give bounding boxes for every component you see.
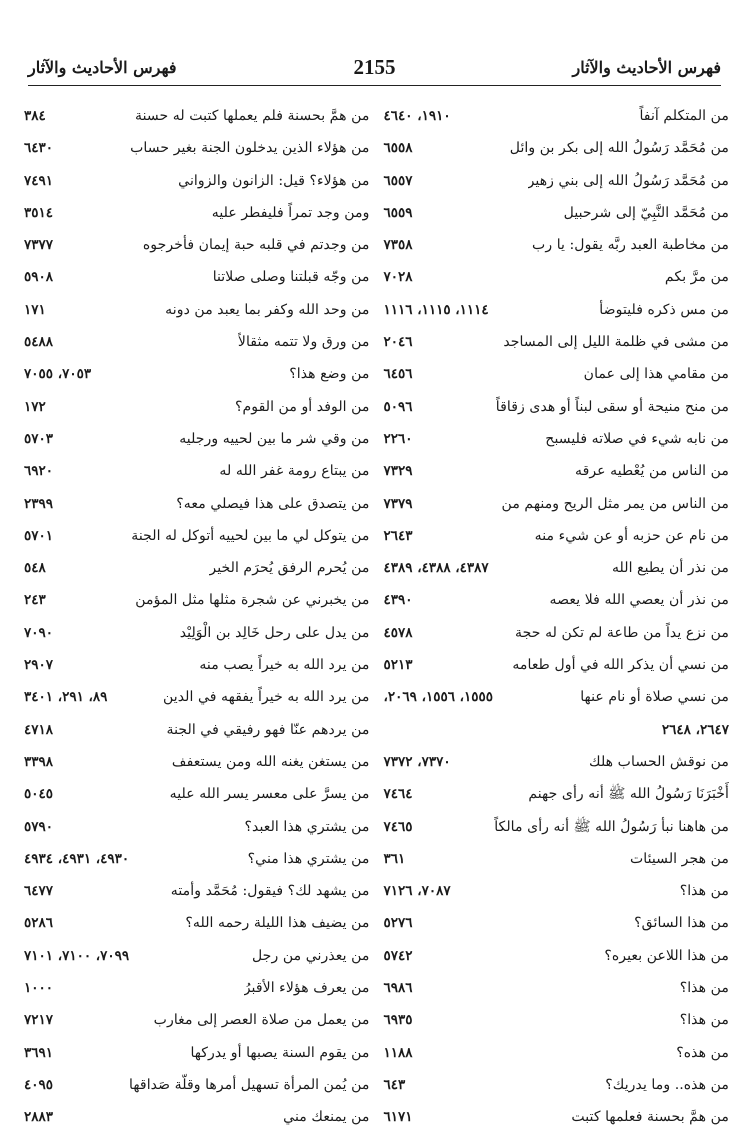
entry-text: من نسي أن يذكر الله في أول طعامه bbox=[512, 657, 729, 674]
entry-numbers: ١١٨٨ bbox=[383, 1044, 413, 1061]
entry-numbers: ٤٩٣٠، ٤٩٣١، ٤٩٣٤ bbox=[24, 850, 130, 867]
entry-text: من هذه.. وما يدريك؟ bbox=[605, 1076, 729, 1093]
entry-text: من نابه شيء في صلاته فليسبح bbox=[545, 430, 729, 447]
entry-numbers: ٦٩٣٥ bbox=[383, 1012, 413, 1029]
index-entry bbox=[380, 261, 730, 293]
index-entry bbox=[380, 843, 730, 875]
index-entry bbox=[20, 681, 370, 713]
entry-text: من يدل على رحل خَالِد بن الْوَلِيْد bbox=[179, 624, 370, 641]
entry-numbers: ٦٥٥٧ bbox=[383, 172, 413, 189]
index-entry bbox=[380, 617, 730, 649]
entry-numbers: ٥٢١٣ bbox=[383, 657, 413, 674]
entry-text: من وضع هذا؟ bbox=[289, 366, 370, 383]
entry-text: من يبتاع رومة غفر الله له bbox=[219, 463, 370, 480]
entry-text: من مُحَمَّد رَسُولُ الله إلى بني زهير bbox=[527, 172, 729, 189]
entry-numbers: ٢٣٩٩ bbox=[24, 495, 54, 512]
entry-text: من هؤلاء الذين يدخلون الجنة بغير حساب bbox=[130, 140, 370, 157]
entry-text: من هذا؟ bbox=[679, 980, 729, 997]
index-entry bbox=[20, 907, 370, 939]
entry-text: من مخاطبة العبد ربَّه يقول: يا رب bbox=[532, 237, 729, 254]
entry-numbers: ٤٣٩٠ bbox=[383, 592, 413, 609]
entry-text: من يرد الله به خيراً يفقهه في الدين bbox=[162, 689, 370, 706]
entry-text: من يعمل من صلاة العصر إلى مغارب bbox=[153, 1012, 370, 1029]
index-entry bbox=[380, 197, 730, 229]
index-entry bbox=[380, 455, 730, 487]
entry-numbers: ٣٦١ bbox=[383, 850, 406, 867]
entry-text: من المتكلم آنفاً bbox=[639, 108, 729, 124]
page-header bbox=[28, 50, 721, 84]
index-entry bbox=[380, 423, 730, 455]
index-entry bbox=[20, 197, 370, 229]
index-entry bbox=[380, 746, 730, 778]
entry-numbers: ١١١٤، ١١١٥، ١١١٦ bbox=[383, 301, 489, 318]
entry-numbers: ٦٩٢٠ bbox=[24, 463, 54, 480]
entry-numbers: ١٧٢ bbox=[24, 398, 46, 415]
entry-numbers: ٧٣٢٩ bbox=[383, 463, 413, 480]
entry-numbers: ٢٦٤٣ bbox=[383, 527, 413, 544]
entry-text: من همَّ بحسنة فلم يعملها كتبت له حسنة bbox=[134, 108, 370, 124]
index-columns bbox=[20, 100, 729, 1134]
entry-numbers: ٥٧٩٠ bbox=[24, 818, 54, 835]
entry-text: أَخْبَرَنَا رَسُولُ الله ﷺ أنه رأى جهنم bbox=[528, 786, 729, 803]
entry-numbers: ٧٠٥٣، ٧٠٥٥ bbox=[24, 366, 92, 383]
index-entry bbox=[380, 875, 730, 907]
entry-numbers: ١٧١ bbox=[24, 301, 46, 318]
entry-numbers: ٧٣٧٧ bbox=[24, 237, 54, 254]
entry-text: من الناس من يُعْطيه عرقه bbox=[574, 463, 729, 480]
header-rule bbox=[28, 85, 721, 86]
entry-numbers: ٥٠٩٦ bbox=[383, 398, 413, 415]
entry-numbers: ٦٤٣٠ bbox=[24, 140, 54, 157]
entry-numbers: ٣٣٩٨ bbox=[24, 753, 54, 770]
index-entry bbox=[380, 1069, 730, 1101]
entry-numbers: ١٩١٠، ٤٦٤٠ bbox=[383, 108, 451, 124]
entry-numbers: ٤٧١٨ bbox=[24, 721, 54, 738]
entry-text: من يتصدق على هذا فيصلي معه؟ bbox=[176, 495, 370, 512]
entry-numbers: ٧٠٩٩، ٧١٠٠، ٧١٠١ bbox=[24, 947, 130, 964]
entry-text: من نوقش الحساب هلك bbox=[589, 753, 729, 770]
entry-text: من يقوم السنة يصبها أو يدركها bbox=[190, 1044, 370, 1061]
index-entry bbox=[20, 714, 370, 746]
index-entry bbox=[380, 649, 730, 681]
entry-text: من هذا؟ bbox=[679, 1012, 729, 1029]
index-entry bbox=[20, 358, 370, 390]
index-entry bbox=[20, 1037, 370, 1069]
entry-numbers: ٧٣٥٨ bbox=[383, 237, 413, 254]
entry-text: من الوفد أو من القوم؟ bbox=[234, 398, 370, 415]
index-entry bbox=[20, 649, 370, 681]
entry-text: من يشتري هذا العبد؟ bbox=[244, 818, 370, 835]
entry-text: من يسرَّ على معسر يسر الله عليه bbox=[169, 786, 370, 803]
index-entry bbox=[20, 778, 370, 810]
entry-numbers: ٥٧٤٢ bbox=[383, 947, 413, 964]
entry-numbers: ٥٤٨٨ bbox=[24, 334, 54, 351]
entry-numbers: ٣٥١٤ bbox=[24, 204, 54, 221]
entry-text: من هؤلاء؟ قيل: الزانون والزواني bbox=[178, 172, 370, 189]
index-entry bbox=[380, 1004, 730, 1036]
entry-text: من يردهم عنّا فهو رفيقي في الجنة bbox=[166, 721, 370, 738]
index-entry bbox=[380, 1101, 730, 1133]
entry-text: من نزع يداً من طاعة لم تكن له حجة bbox=[515, 624, 729, 641]
entry-text: من نذر أن يعصي الله فلا يعصه bbox=[549, 592, 729, 609]
index-entry bbox=[380, 972, 730, 1004]
index-entry bbox=[20, 455, 370, 487]
index-entry bbox=[20, 488, 370, 520]
entry-text: من هاهنا نبأ رَسُولُ الله ﷺ أنه رأى مالكاً bbox=[494, 818, 729, 835]
index-entry bbox=[380, 811, 730, 843]
index-entry bbox=[380, 1037, 730, 1069]
left-column bbox=[20, 100, 370, 1134]
entry-numbers: ٥٤٨ bbox=[24, 560, 46, 577]
entry-numbers: ٦٥٥٩ bbox=[383, 204, 413, 221]
index-entry bbox=[20, 940, 370, 972]
index-entry bbox=[20, 132, 370, 164]
entry-numbers: ٦٤٥٦ bbox=[383, 366, 413, 383]
entry-numbers: ٢٠٤٦ bbox=[383, 334, 413, 351]
running-title-right: فهرس الأحاديث والآثار bbox=[572, 57, 721, 77]
entry-text: من وحد الله وكفر بما يعبد من دونه bbox=[165, 301, 370, 318]
entry-numbers: ٥٢٨٦ bbox=[24, 915, 54, 932]
entry-text: من وجّه قبلتنا وصلى صلاتنا bbox=[212, 269, 370, 286]
entry-numbers: ٧٠٨٧، ٧١٢٦ bbox=[383, 883, 451, 900]
index-entry bbox=[20, 746, 370, 778]
entry-numbers: ٧٣٧٠، ٧٣٧٢ bbox=[383, 753, 451, 770]
index-entry bbox=[20, 520, 370, 552]
entry-text: من ورق ولا تتمه مثقالاً bbox=[237, 334, 370, 351]
index-entry bbox=[380, 488, 730, 520]
entry-numbers: ٦٥٥٨ bbox=[383, 140, 413, 157]
entry-text: من نسي صلاة أو نام عنها bbox=[580, 689, 729, 706]
index-entry bbox=[380, 132, 730, 164]
entry-text: من يشهد لك؟ فيقول: مُحَمَّد وأمته bbox=[170, 883, 370, 900]
index-entry bbox=[380, 326, 730, 358]
entry-numbers: ٦٩٨٦ bbox=[383, 980, 413, 997]
entry-numbers: ٤٣٨٧، ٤٣٨٨، ٤٣٨٩ bbox=[383, 560, 489, 577]
entry-text: من يعذرني من رجل bbox=[251, 947, 370, 964]
entry-numbers: ٧٠٢٨ bbox=[383, 269, 413, 286]
index-entry bbox=[20, 875, 370, 907]
index-entry bbox=[380, 552, 730, 584]
entry-text: من منح منيحة أو سقى لبناً أو هدى زقاقاً bbox=[495, 398, 729, 415]
index-entry bbox=[20, 1069, 370, 1101]
index-entry bbox=[380, 294, 730, 326]
entry-numbers: ٤٠٩٥ bbox=[24, 1076, 54, 1093]
entry-text: من مُحَمَّد رَسُولُ الله إلى بكر بن وائل bbox=[509, 140, 729, 157]
entry-text: من يعرف هؤلاء الأقبرُ bbox=[243, 980, 370, 997]
entry-numbers: ٢٤٣ bbox=[24, 592, 46, 609]
index-entry bbox=[20, 843, 370, 875]
index-entry bbox=[380, 907, 730, 939]
entry-text: من يستغن يغنه الله ومن يستعفف bbox=[171, 753, 370, 770]
entry-text: من نام عن حزبه أو عن شيء منه bbox=[534, 527, 729, 544]
index-entry bbox=[380, 391, 730, 423]
entry-numbers: ١٠٠٠ bbox=[24, 980, 54, 997]
entry-text: من مُحَمَّد النَّبِيّ إلى شرحبيل bbox=[563, 204, 729, 221]
index-entry bbox=[20, 584, 370, 616]
entry-text: من يُمن المرأة تسهيل أمرها وقلّة صَداقها bbox=[129, 1076, 370, 1093]
index-entry bbox=[380, 229, 730, 261]
entry-numbers: ٧٤٩١ bbox=[24, 172, 54, 189]
index-entry bbox=[20, 165, 370, 197]
entry-text: من هجر السيئات bbox=[629, 850, 729, 867]
index-entry bbox=[20, 552, 370, 584]
entry-text: من مرَّ بكم bbox=[664, 269, 729, 286]
entry-text: من هذه؟ bbox=[676, 1044, 729, 1061]
entry-text: من يضيف هذا الليلة رحمه الله؟ bbox=[185, 915, 370, 932]
entry-numbers: ٢٢٦٠ bbox=[383, 430, 413, 447]
entry-numbers: ٣٦٩١ bbox=[24, 1044, 54, 1061]
entry-text: من هذا السائق؟ bbox=[634, 915, 729, 932]
entry-text: من هذا اللاعن بعيره؟ bbox=[604, 947, 729, 964]
index-entry bbox=[380, 714, 730, 746]
entry-numbers: ٦٤٧٧ bbox=[24, 883, 54, 900]
entry-numbers: ٢٩٠٧ bbox=[24, 657, 54, 674]
right-column bbox=[370, 100, 730, 1134]
index-entry bbox=[380, 940, 730, 972]
entry-text: من يُحرم الرفق يُحرَم الخير bbox=[209, 560, 370, 577]
index-entry bbox=[20, 423, 370, 455]
entry-text: من وجدتم في قلبه حبة إيمان فأخرجوه bbox=[142, 237, 370, 254]
index-entry bbox=[380, 778, 730, 810]
entry-text: من مس ذكره فليتوضأ bbox=[599, 301, 729, 318]
index-entry bbox=[380, 584, 730, 616]
page-number: 2155 bbox=[353, 54, 396, 79]
entry-numbers: ٥٧٠١ bbox=[24, 527, 54, 544]
entry-text: من وقي شر ما بين لحييه ورجليه bbox=[179, 430, 370, 447]
index-entry bbox=[20, 261, 370, 293]
entry-numbers: ٦٤٣ bbox=[383, 1076, 406, 1093]
entry-numbers: ٥٢٧٦ bbox=[383, 915, 413, 932]
entry-numbers: ٦١٧١ bbox=[383, 1109, 413, 1126]
entry-text: من يشتري هذا مني؟ bbox=[247, 850, 370, 867]
entry-numbers: ١٥٥٥، ١٥٥٦، ٢٠٦٩، bbox=[383, 689, 494, 706]
entry-numbers: ٧٤٦٥ bbox=[383, 818, 413, 835]
entry-text: من مشى في ظلمة الليل إلى المساجد bbox=[503, 334, 729, 351]
index-entry bbox=[20, 617, 370, 649]
index-entry bbox=[20, 326, 370, 358]
index-entry bbox=[380, 358, 730, 390]
entry-numbers: ٧٠٩٠ bbox=[24, 624, 54, 641]
entry-text: من مقامي هذا إلى عمان bbox=[583, 366, 729, 383]
entry-text: من الناس من يمر مثل الريح ومنهم من bbox=[501, 495, 729, 512]
index-entry bbox=[380, 100, 730, 132]
entry-text: ومن وجد تمراً فليفطر عليه bbox=[211, 204, 370, 221]
entry-numbers: ٥٠٤٥ bbox=[24, 786, 54, 803]
entry-numbers: ٧٤٦٤ bbox=[383, 786, 413, 803]
entry-text: من همَّ بحسنة فعلمها كتبت bbox=[571, 1109, 729, 1126]
entry-numbers: ٥٩٠٨ bbox=[24, 269, 54, 286]
entry-numbers: ٢٨٨٣ bbox=[24, 1109, 54, 1126]
entry-numbers: ٧٣٧٩ bbox=[383, 495, 413, 512]
entry-text: من يرد الله به خيراً يصب منه bbox=[199, 657, 370, 674]
index-entry bbox=[20, 1101, 370, 1133]
entry-text: من يمنعك مني bbox=[283, 1109, 370, 1126]
entry-text: من يخبرني عن شجرة مثلها مثل المؤمن bbox=[135, 592, 370, 609]
index-entry bbox=[20, 229, 370, 261]
index-entry bbox=[20, 294, 370, 326]
index-entry bbox=[20, 811, 370, 843]
entry-text: من نذر أن يطيع الله bbox=[611, 560, 729, 577]
index-entry bbox=[20, 1004, 370, 1036]
entry-numbers: ٨٩، ٢٩١، ٣٤٠١ bbox=[24, 689, 108, 706]
index-entry bbox=[20, 972, 370, 1004]
entry-numbers: ٤٥٧٨ bbox=[383, 624, 413, 641]
entry-numbers: ٧٢١٧ bbox=[24, 1012, 54, 1029]
entry-numbers: ٣٨٤ bbox=[24, 108, 46, 124]
entry-text: من يتوكل لي ما بين لحييه أتوكل له الجنة bbox=[131, 527, 370, 544]
index-entry bbox=[20, 100, 370, 132]
entry-numbers: ٥٧٠٣ bbox=[24, 430, 54, 447]
running-title-left: فهرس الأحاديث والآثار bbox=[28, 57, 177, 77]
index-entry bbox=[380, 165, 730, 197]
entry-text: من هذا؟ bbox=[679, 883, 729, 900]
index-entry bbox=[380, 520, 730, 552]
index-entry bbox=[20, 391, 370, 423]
entry-numbers: ٢٦٤٧، ٢٦٤٨ bbox=[661, 721, 729, 738]
index-entry bbox=[380, 681, 730, 713]
